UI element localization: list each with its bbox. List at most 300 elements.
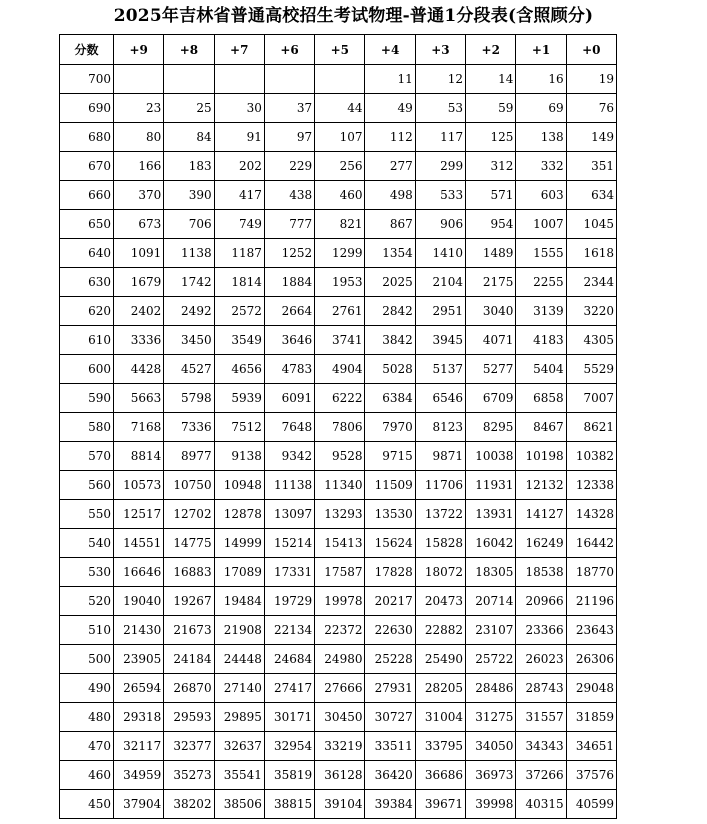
cumulative-count-cell: 166: [114, 152, 164, 181]
score-cell: 660: [60, 181, 114, 210]
cumulative-count-cell: 17587: [315, 558, 365, 587]
table-row: [60, 645, 617, 674]
cumulative-count-cell: 91: [214, 123, 264, 152]
cumulative-count-cell: 2761: [315, 297, 365, 326]
cumulative-count-cell: 1138: [164, 239, 214, 268]
cumulative-count-cell: 80: [114, 123, 164, 152]
score-cell: 680: [60, 123, 114, 152]
cumulative-count-cell: 3549: [214, 326, 264, 355]
table-row: [60, 442, 617, 471]
column-header-score: 分数: [60, 35, 114, 65]
cumulative-count-cell: 5939: [214, 384, 264, 413]
cumulative-count-cell: 3450: [164, 326, 214, 355]
cumulative-count-cell: 2344: [566, 268, 616, 297]
column-header-offset: +8: [164, 35, 214, 65]
cumulative-count-cell: 417: [214, 181, 264, 210]
cumulative-count-cell: 5663: [114, 384, 164, 413]
table-row: [60, 732, 617, 761]
table-row: [60, 761, 617, 790]
cumulative-count-cell: 3945: [415, 326, 465, 355]
cumulative-count-cell: 571: [466, 181, 516, 210]
cumulative-count-cell: 749: [214, 210, 264, 239]
score-cell: 500: [60, 645, 114, 674]
cumulative-count-cell: 27417: [264, 674, 314, 703]
cumulative-count-cell: 117: [415, 123, 465, 152]
cumulative-count-cell: 14775: [164, 529, 214, 558]
cumulative-count-cell: 3220: [566, 297, 616, 326]
cumulative-count-cell: 7806: [315, 413, 365, 442]
cumulative-count-cell: 6709: [466, 384, 516, 413]
cumulative-count-cell: 19978: [315, 587, 365, 616]
cumulative-count-cell: 35541: [214, 761, 264, 790]
cumulative-count-cell: 23: [114, 94, 164, 123]
cumulative-count-cell: 1679: [114, 268, 164, 297]
score-cell: 630: [60, 268, 114, 297]
cumulative-count-cell: 40315: [516, 790, 566, 819]
score-cell: 620: [60, 297, 114, 326]
cumulative-count-cell: 25: [164, 94, 214, 123]
score-cell: 560: [60, 471, 114, 500]
cumulative-count-cell: 26870: [164, 674, 214, 703]
cumulative-count-cell: 390: [164, 181, 214, 210]
score-cell: 650: [60, 210, 114, 239]
cumulative-count-cell: 277: [365, 152, 415, 181]
cumulative-count-cell: 22630: [365, 616, 415, 645]
cumulative-count-cell: 7970: [365, 413, 415, 442]
cumulative-count-cell: 821: [315, 210, 365, 239]
cumulative-count-cell: 23366: [516, 616, 566, 645]
cumulative-count-cell: 229: [264, 152, 314, 181]
cumulative-count-cell: 21430: [114, 616, 164, 645]
cumulative-count-cell: 12338: [566, 471, 616, 500]
cumulative-count-cell: 9871: [415, 442, 465, 471]
cumulative-count-cell: 2402: [114, 297, 164, 326]
cumulative-count-cell: 76: [566, 94, 616, 123]
cumulative-count-cell: 34959: [114, 761, 164, 790]
cumulative-count-cell: 35273: [164, 761, 214, 790]
cumulative-count-cell: 44: [315, 94, 365, 123]
cumulative-count-cell: 29048: [566, 674, 616, 703]
cumulative-count-cell: 31275: [466, 703, 516, 732]
cumulative-count-cell: 8621: [566, 413, 616, 442]
cumulative-count-cell: 125: [466, 123, 516, 152]
cumulative-count-cell: 107: [315, 123, 365, 152]
cumulative-count-cell: 10948: [214, 471, 264, 500]
cumulative-count-cell: 14551: [114, 529, 164, 558]
table-row: [60, 529, 617, 558]
cumulative-count-cell: 498: [365, 181, 415, 210]
column-header-offset: +0: [566, 35, 616, 65]
cumulative-count-cell: 30: [214, 94, 264, 123]
cumulative-count-cell: 2255: [516, 268, 566, 297]
column-header-offset: +2: [466, 35, 516, 65]
cumulative-count-cell: 3336: [114, 326, 164, 355]
cumulative-count-cell: [315, 65, 365, 94]
cumulative-count-cell: 6546: [415, 384, 465, 413]
score-cell: 470: [60, 732, 114, 761]
table-header: [60, 35, 617, 65]
cumulative-count-cell: 1354: [365, 239, 415, 268]
cumulative-count-cell: 22882: [415, 616, 465, 645]
score-cell: 600: [60, 355, 114, 384]
cumulative-count-cell: 36686: [415, 761, 465, 790]
cumulative-count-cell: 32377: [164, 732, 214, 761]
score-cell: 640: [60, 239, 114, 268]
cumulative-count-cell: 1489: [466, 239, 516, 268]
cumulative-count-cell: 19484: [214, 587, 264, 616]
cumulative-count-cell: 149: [566, 123, 616, 152]
cumulative-count-cell: 138: [516, 123, 566, 152]
cumulative-count-cell: 12878: [214, 500, 264, 529]
cumulative-count-cell: 36420: [365, 761, 415, 790]
cumulative-count-cell: [164, 65, 214, 94]
cumulative-count-cell: 34343: [516, 732, 566, 761]
cumulative-count-cell: 22372: [315, 616, 365, 645]
cumulative-count-cell: 460: [315, 181, 365, 210]
cumulative-count-cell: 10750: [164, 471, 214, 500]
column-header-offset: +1: [516, 35, 566, 65]
cumulative-count-cell: 33511: [365, 732, 415, 761]
table-row: [60, 674, 617, 703]
cumulative-count-cell: 8977: [164, 442, 214, 471]
cumulative-count-cell: 39998: [466, 790, 516, 819]
cumulative-count-cell: 23905: [114, 645, 164, 674]
cumulative-count-cell: 13530: [365, 500, 415, 529]
cumulative-count-cell: 2492: [164, 297, 214, 326]
table-row: [60, 616, 617, 645]
cumulative-count-cell: 18305: [466, 558, 516, 587]
cumulative-count-cell: 30171: [264, 703, 314, 732]
cumulative-count-cell: 35819: [264, 761, 314, 790]
cumulative-count-cell: [264, 65, 314, 94]
cumulative-count-cell: 26023: [516, 645, 566, 674]
score-band-table: [59, 34, 617, 819]
cumulative-count-cell: 16883: [164, 558, 214, 587]
cumulative-count-cell: 10198: [516, 442, 566, 471]
cumulative-count-cell: 2664: [264, 297, 314, 326]
cumulative-count-cell: 37: [264, 94, 314, 123]
cumulative-count-cell: 59: [466, 94, 516, 123]
cumulative-count-cell: 6222: [315, 384, 365, 413]
cumulative-count-cell: 53: [415, 94, 465, 123]
cumulative-count-cell: 27666: [315, 674, 365, 703]
score-cell: 530: [60, 558, 114, 587]
score-cell: 550: [60, 500, 114, 529]
cumulative-count-cell: 97: [264, 123, 314, 152]
cumulative-count-cell: 37266: [516, 761, 566, 790]
cumulative-count-cell: 28486: [466, 674, 516, 703]
cumulative-count-cell: 4183: [516, 326, 566, 355]
cumulative-count-cell: 37904: [114, 790, 164, 819]
cumulative-count-cell: 34651: [566, 732, 616, 761]
cumulative-count-cell: 256: [315, 152, 365, 181]
cumulative-count-cell: 17089: [214, 558, 264, 587]
cumulative-count-cell: 12517: [114, 500, 164, 529]
score-cell: 570: [60, 442, 114, 471]
cumulative-count-cell: 24684: [264, 645, 314, 674]
cumulative-count-cell: 7336: [164, 413, 214, 442]
cumulative-count-cell: 4428: [114, 355, 164, 384]
cumulative-count-cell: 32637: [214, 732, 264, 761]
table-row: [60, 500, 617, 529]
score-cell: 480: [60, 703, 114, 732]
cumulative-count-cell: 19040: [114, 587, 164, 616]
cumulative-count-cell: 9528: [315, 442, 365, 471]
cumulative-count-cell: 29318: [114, 703, 164, 732]
column-header-offset: +5: [315, 35, 365, 65]
cumulative-count-cell: 13931: [466, 500, 516, 529]
column-header-offset: +6: [264, 35, 314, 65]
cumulative-count-cell: 26594: [114, 674, 164, 703]
cumulative-count-cell: 18770: [566, 558, 616, 587]
cumulative-count-cell: 37576: [566, 761, 616, 790]
cumulative-count-cell: 16042: [466, 529, 516, 558]
table-row: [60, 268, 617, 297]
cumulative-count-cell: 29593: [164, 703, 214, 732]
cumulative-count-cell: 3139: [516, 297, 566, 326]
cumulative-count-cell: 17331: [264, 558, 314, 587]
cumulative-count-cell: 183: [164, 152, 214, 181]
score-cell: 460: [60, 761, 114, 790]
cumulative-count-cell: 40599: [566, 790, 616, 819]
table-row: [60, 703, 617, 732]
cumulative-count-cell: 1299: [315, 239, 365, 268]
table-row: [60, 587, 617, 616]
cumulative-count-cell: 16: [516, 65, 566, 94]
cumulative-count-cell: 17828: [365, 558, 415, 587]
cumulative-count-cell: 9138: [214, 442, 264, 471]
cumulative-count-cell: 39104: [315, 790, 365, 819]
cumulative-count-cell: 19729: [264, 587, 314, 616]
score-cell: 670: [60, 152, 114, 181]
cumulative-count-cell: 1953: [315, 268, 365, 297]
cumulative-count-cell: 673: [114, 210, 164, 239]
cumulative-count-cell: 4527: [164, 355, 214, 384]
score-cell: 450: [60, 790, 114, 819]
table-row: [60, 790, 617, 819]
cumulative-count-cell: 11931: [466, 471, 516, 500]
table-row: [60, 210, 617, 239]
cumulative-count-cell: 16442: [566, 529, 616, 558]
cumulative-count-cell: 20714: [466, 587, 516, 616]
cumulative-count-cell: 5277: [466, 355, 516, 384]
cumulative-count-cell: 7168: [114, 413, 164, 442]
score-cell: 580: [60, 413, 114, 442]
table-row: [60, 326, 617, 355]
cumulative-count-cell: 867: [365, 210, 415, 239]
score-cell: 700: [60, 65, 114, 94]
cumulative-count-cell: [114, 65, 164, 94]
cumulative-count-cell: 14328: [566, 500, 616, 529]
cumulative-count-cell: 38202: [164, 790, 214, 819]
cumulative-count-cell: 13293: [315, 500, 365, 529]
cumulative-count-cell: 312: [466, 152, 516, 181]
cumulative-count-cell: 6384: [365, 384, 415, 413]
cumulative-count-cell: 31557: [516, 703, 566, 732]
cumulative-count-cell: 8814: [114, 442, 164, 471]
cumulative-count-cell: 9715: [365, 442, 415, 471]
cumulative-count-cell: 11: [365, 65, 415, 94]
cumulative-count-cell: 31859: [566, 703, 616, 732]
header-row: [60, 35, 617, 65]
cumulative-count-cell: 20217: [365, 587, 415, 616]
cumulative-count-cell: 8467: [516, 413, 566, 442]
score-cell: 510: [60, 616, 114, 645]
cumulative-count-cell: 4656: [214, 355, 264, 384]
cumulative-count-cell: 4071: [466, 326, 516, 355]
cumulative-count-cell: 10382: [566, 442, 616, 471]
cumulative-count-cell: 15214: [264, 529, 314, 558]
table-row: [60, 94, 617, 123]
cumulative-count-cell: 2104: [415, 268, 465, 297]
cumulative-count-cell: 4783: [264, 355, 314, 384]
cumulative-count-cell: 19: [566, 65, 616, 94]
cumulative-count-cell: 777: [264, 210, 314, 239]
cumulative-count-cell: 6858: [516, 384, 566, 413]
column-header-offset: +3: [415, 35, 465, 65]
cumulative-count-cell: 27931: [365, 674, 415, 703]
cumulative-count-cell: 32117: [114, 732, 164, 761]
cumulative-count-cell: 202: [214, 152, 264, 181]
cumulative-count-cell: 12132: [516, 471, 566, 500]
cumulative-count-cell: 12702: [164, 500, 214, 529]
cumulative-count-cell: 21196: [566, 587, 616, 616]
cumulative-count-cell: 69: [516, 94, 566, 123]
cumulative-count-cell: 24980: [315, 645, 365, 674]
cumulative-count-cell: 10038: [466, 442, 516, 471]
cumulative-count-cell: 14: [466, 65, 516, 94]
cumulative-count-cell: 19267: [164, 587, 214, 616]
score-cell: 590: [60, 384, 114, 413]
cumulative-count-cell: 23107: [466, 616, 516, 645]
table-row: [60, 239, 617, 268]
cumulative-count-cell: 6091: [264, 384, 314, 413]
cumulative-count-cell: 533: [415, 181, 465, 210]
cumulative-count-cell: 4305: [566, 326, 616, 355]
table-row: [60, 181, 617, 210]
score-cell: 490: [60, 674, 114, 703]
column-header-offset: +4: [365, 35, 415, 65]
cumulative-count-cell: 20473: [415, 587, 465, 616]
cumulative-count-cell: 13097: [264, 500, 314, 529]
score-cell: 610: [60, 326, 114, 355]
cumulative-count-cell: 1814: [214, 268, 264, 297]
page-title: 2025年吉林省普通高校招生考试物理-普通1分段表(含照顾分): [113, 6, 594, 26]
cumulative-count-cell: 12: [415, 65, 465, 94]
table-row: [60, 384, 617, 413]
cumulative-count-cell: 33795: [415, 732, 465, 761]
cumulative-count-cell: 30450: [315, 703, 365, 732]
cumulative-count-cell: 1045: [566, 210, 616, 239]
cumulative-count-cell: 15624: [365, 529, 415, 558]
cumulative-count-cell: 36973: [466, 761, 516, 790]
cumulative-count-cell: 16646: [114, 558, 164, 587]
score-cell: 690: [60, 94, 114, 123]
cumulative-count-cell: 22134: [264, 616, 314, 645]
cumulative-count-cell: 11706: [415, 471, 465, 500]
cumulative-count-cell: 1091: [114, 239, 164, 268]
cumulative-count-cell: 3040: [466, 297, 516, 326]
cumulative-count-cell: 28205: [415, 674, 465, 703]
cumulative-count-cell: 8123: [415, 413, 465, 442]
table-row: [60, 355, 617, 384]
cumulative-count-cell: 33219: [315, 732, 365, 761]
table-row: [60, 471, 617, 500]
cumulative-count-cell: 5028: [365, 355, 415, 384]
table-row: [60, 65, 617, 94]
cumulative-count-cell: 49: [365, 94, 415, 123]
cumulative-count-cell: 11340: [315, 471, 365, 500]
cumulative-count-cell: 38815: [264, 790, 314, 819]
cumulative-count-cell: 1252: [264, 239, 314, 268]
cumulative-count-cell: 18072: [415, 558, 465, 587]
cumulative-count-cell: 26306: [566, 645, 616, 674]
cumulative-count-cell: 2025: [365, 268, 415, 297]
cumulative-count-cell: 3842: [365, 326, 415, 355]
cumulative-count-cell: 9342: [264, 442, 314, 471]
cumulative-count-cell: 14127: [516, 500, 566, 529]
cumulative-count-cell: 24448: [214, 645, 264, 674]
cumulative-count-cell: 3741: [315, 326, 365, 355]
cumulative-count-cell: 438: [264, 181, 314, 210]
cumulative-count-cell: 25228: [365, 645, 415, 674]
cumulative-count-cell: 2842: [365, 297, 415, 326]
cumulative-count-cell: 1007: [516, 210, 566, 239]
cumulative-count-cell: 21908: [214, 616, 264, 645]
column-header-offset: +9: [114, 35, 164, 65]
cumulative-count-cell: 1187: [214, 239, 264, 268]
cumulative-count-cell: 30727: [365, 703, 415, 732]
score-cell: 540: [60, 529, 114, 558]
cumulative-count-cell: 31004: [415, 703, 465, 732]
cumulative-count-cell: 34050: [466, 732, 516, 761]
cumulative-count-cell: 1555: [516, 239, 566, 268]
cumulative-count-cell: 7007: [566, 384, 616, 413]
table-row: [60, 152, 617, 181]
cumulative-count-cell: 38506: [214, 790, 264, 819]
cumulative-count-cell: 7512: [214, 413, 264, 442]
cumulative-count-cell: 3646: [264, 326, 314, 355]
cumulative-count-cell: 112: [365, 123, 415, 152]
cumulative-count-cell: 25722: [466, 645, 516, 674]
cumulative-count-cell: 21673: [164, 616, 214, 645]
cumulative-count-cell: 2951: [415, 297, 465, 326]
cumulative-count-cell: 39671: [415, 790, 465, 819]
cumulative-count-cell: 27140: [214, 674, 264, 703]
cumulative-count-cell: 5529: [566, 355, 616, 384]
cumulative-count-cell: 351: [566, 152, 616, 181]
cumulative-count-cell: 28743: [516, 674, 566, 703]
cumulative-count-cell: 1618: [566, 239, 616, 268]
cumulative-count-cell: 84: [164, 123, 214, 152]
cumulative-count-cell: 299: [415, 152, 465, 181]
column-header-offset: +7: [214, 35, 264, 65]
cumulative-count-cell: 2572: [214, 297, 264, 326]
cumulative-count-cell: 15413: [315, 529, 365, 558]
cumulative-count-cell: 36128: [315, 761, 365, 790]
cumulative-count-cell: 1742: [164, 268, 214, 297]
cumulative-count-cell: 5137: [415, 355, 465, 384]
cumulative-count-cell: 15828: [415, 529, 465, 558]
cumulative-count-cell: 906: [415, 210, 465, 239]
cumulative-count-cell: 11509: [365, 471, 415, 500]
cumulative-count-cell: 706: [164, 210, 214, 239]
table-row: [60, 558, 617, 587]
cumulative-count-cell: 18538: [516, 558, 566, 587]
table-row: [60, 297, 617, 326]
cumulative-count-cell: 20966: [516, 587, 566, 616]
cumulative-count-cell: 11138: [264, 471, 314, 500]
